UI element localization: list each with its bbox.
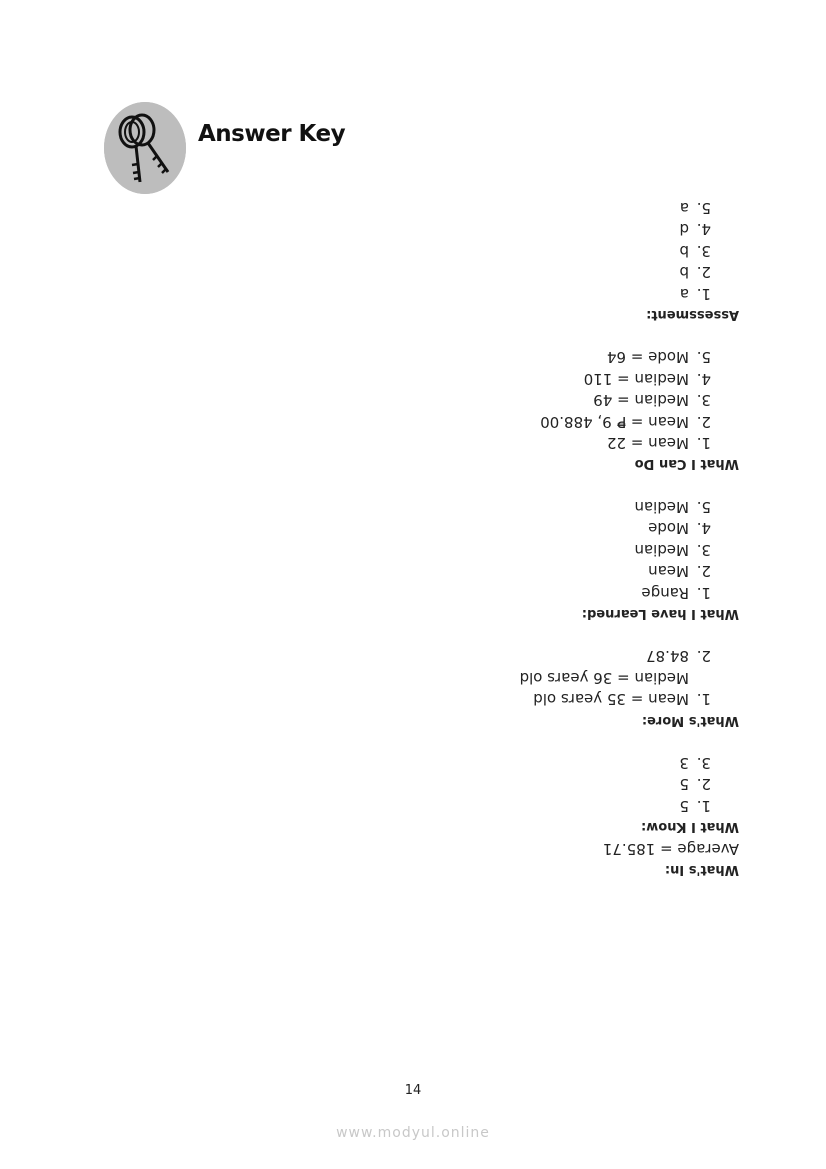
list-item-extra: Median = 36 years old — [519, 668, 689, 687]
list-item: 3.Median = 49 — [593, 391, 711, 410]
section-what-i-know — [503, 752, 739, 838]
list-item: 4.d — [679, 220, 711, 239]
list-item: 3.Median — [634, 540, 711, 559]
list-item: 2.Mean = ₱ 9, 488.00 — [540, 412, 711, 431]
section-title: What's More: — [641, 712, 739, 728]
list-item: 1.a — [679, 284, 711, 303]
list-item: 5.a — [679, 199, 711, 218]
section-title: Assessment: — [646, 307, 739, 323]
section-what-i-have-learned — [503, 496, 739, 624]
page-number: 14 — [404, 1083, 422, 1098]
section-what-i-can-do — [503, 346, 739, 474]
section-title: What I Know: — [641, 819, 739, 835]
list-item: 2.Mean — [648, 562, 711, 581]
list-item: 4.Mode — [648, 519, 711, 538]
list-item: 3.3 — [679, 753, 711, 772]
section-whats-in — [503, 837, 739, 880]
list-item: 5.Mode = 64 — [606, 348, 711, 367]
list-item: 1.Mean = 22 — [606, 434, 711, 453]
list-item: 2.b — [679, 263, 711, 282]
list-item: 1.Range — [641, 583, 711, 602]
list-item: 2.5 — [679, 775, 711, 794]
list-item: 3.b — [679, 241, 711, 260]
section-title: What's In: — [664, 862, 739, 877]
section-title: What I Can Do — [634, 456, 739, 472]
section-assessment — [503, 197, 739, 325]
list-item: 2.84.87 — [646, 647, 711, 666]
list-item: 5.Median — [634, 497, 711, 516]
answer-key-header — [104, 102, 424, 198]
watermark: www.modyul.online — [336, 1125, 490, 1141]
list-item: 4.Median = 110 — [583, 369, 711, 388]
list-item: 1.5 — [679, 796, 711, 815]
whats-in-answer: Average = 185.71 — [602, 839, 739, 858]
answer-list-upside-down — [503, 199, 739, 880]
section-whats-more — [503, 645, 739, 731]
keys-icon — [104, 102, 186, 194]
section-title: What I have Learned: — [581, 605, 739, 621]
page-title: Answer Key — [198, 121, 346, 147]
list-item: 1.Mean = 35 years old — [533, 690, 711, 709]
